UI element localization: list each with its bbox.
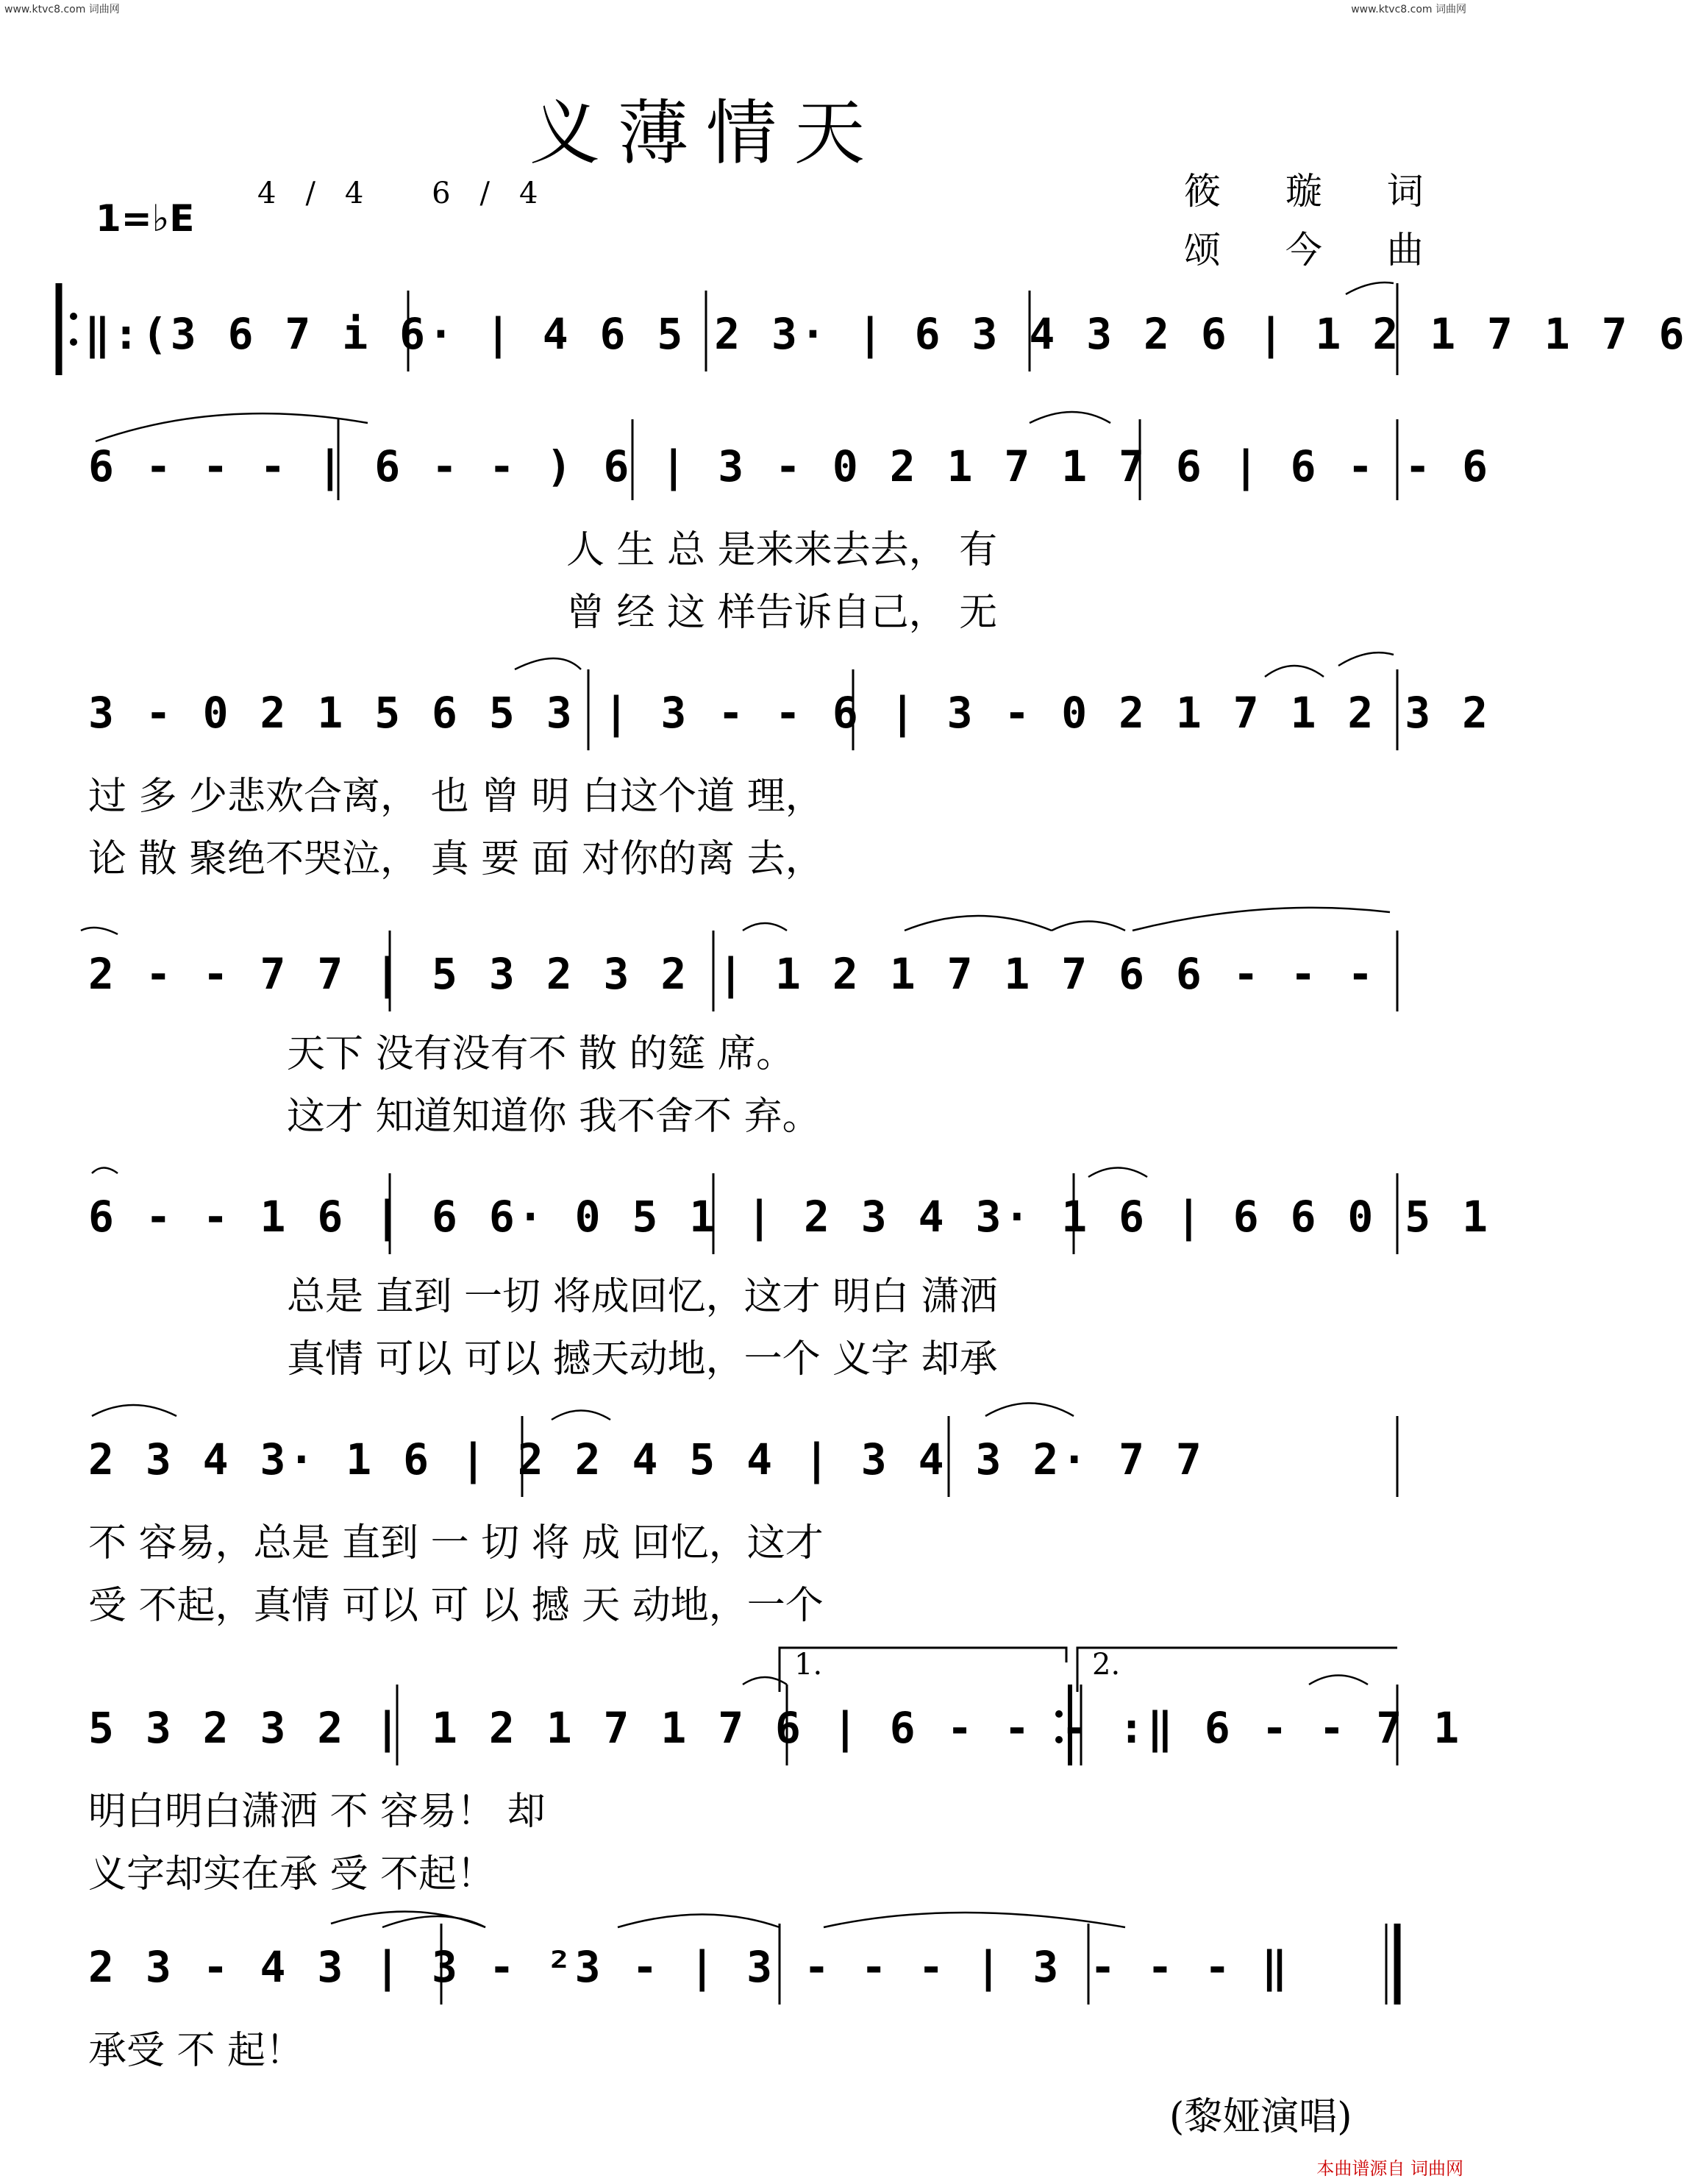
- time-signature: 4/4 6/4: [257, 177, 568, 210]
- score-line-4-notes: 2 - - 7 7 | 5 3 2 3 2 | 1 2 1 7 1 7 6 6 - - -: [88, 949, 1377, 999]
- score-line-8-lyric-1: 承受 不 起！: [88, 2029, 304, 2073]
- score-line-6-notes: 2 3 4 3· 1 6 | 2 2 4 5 4 | 3 4 3 2· 7 7: [88, 1434, 1205, 1484]
- score-line-6-lyric-2: 受 不起，真情 可以 可 以 撼 天 动地，一个: [88, 1584, 824, 1628]
- score-line-2-lyric-1: 人 生 总 是来来去去， 有: [566, 528, 998, 572]
- score-line-3-lyric-1: 过 多 少悲欢合离， 也 曾 明 白这个道 理，: [88, 775, 824, 819]
- score-line-1-notes: ‖:(3 6 7 i 6· | 4 6 5 2 3· | 6 3 4 3 2 6 | 1 2 1 7 1 7 6: [85, 309, 1687, 359]
- site-watermark-left: www.ktvc8.com 词曲网: [4, 4, 120, 15]
- performer-credit: (黎娅演唱): [1169, 2095, 1352, 2139]
- volta-2: 2.: [1092, 1648, 1121, 1682]
- key-signature: 1=♭E: [96, 197, 195, 240]
- score-line-4-lyric-2: 这才 知道知道你 我不舍不 弃。: [287, 1095, 821, 1139]
- footer-source: 本曲谱源自 词曲网: [1316, 2158, 1463, 2179]
- score-line-7-notes: 5 3 2 3 2 | 1 2 1 7 1 7 6 | 6 - - - :‖ 6 - - 7 1: [88, 1703, 1463, 1753]
- score-line-3-lyric-2: 论 散 聚绝不哭泣， 真 要 面 对你的离 去，: [88, 837, 824, 881]
- site-watermark-right: www.ktvc8.com 词曲网: [1351, 4, 1466, 15]
- score-line-5-notes: 6 - - 1 6 | 6 6· 0 5 1 | 2 3 4 3· 1 6 | 6 6 0 5 1: [88, 1192, 1491, 1242]
- volta-1: 1.: [794, 1648, 823, 1682]
- score-line-2-notes: 6 - - - | 6 - - ) 6 | 3 - 0 2 1 7 1 7 6 | 6 - - 6: [88, 441, 1491, 491]
- score-line-5-lyric-2: 真情 可以 可以 撼天动地，一个 义字 却承: [287, 1337, 998, 1381]
- lyricist: 筱 璇 词: [1184, 170, 1450, 213]
- score-line-5-lyric-1: 总是 直到 一切 将成回忆，这才 明白 潇洒: [287, 1275, 998, 1319]
- score-line-6-lyric-1: 不 容易，总是 直到 一 切 将 成 回忆，这才: [88, 1521, 824, 1565]
- score-line-8-notes: 2 3 - 4 3 | 3 - ²3 - | 3 - - - | 3 - - - ‖: [88, 1942, 1291, 1992]
- song-title: 义薄情天: [529, 92, 882, 174]
- score-line-4-lyric-1: 天下 没有没有不 散 的筵 席。: [287, 1032, 795, 1076]
- score-line-2-lyric-2: 曾 经 这 样告诉自己， 无: [566, 591, 998, 635]
- score-line-7-lyric-2: 义字却实在承 受 不起！: [88, 1852, 496, 1896]
- score-line-3-notes: 3 - 0 2 1 5 6 5 3 | 3 - - 6 | 3 - 0 2 1 7 1 2 3 2: [88, 688, 1491, 738]
- composer: 颂 今 曲: [1184, 229, 1450, 271]
- score-line-7-lyric-1: 明白明白潇洒 不 容易！ 却: [88, 1790, 546, 1834]
